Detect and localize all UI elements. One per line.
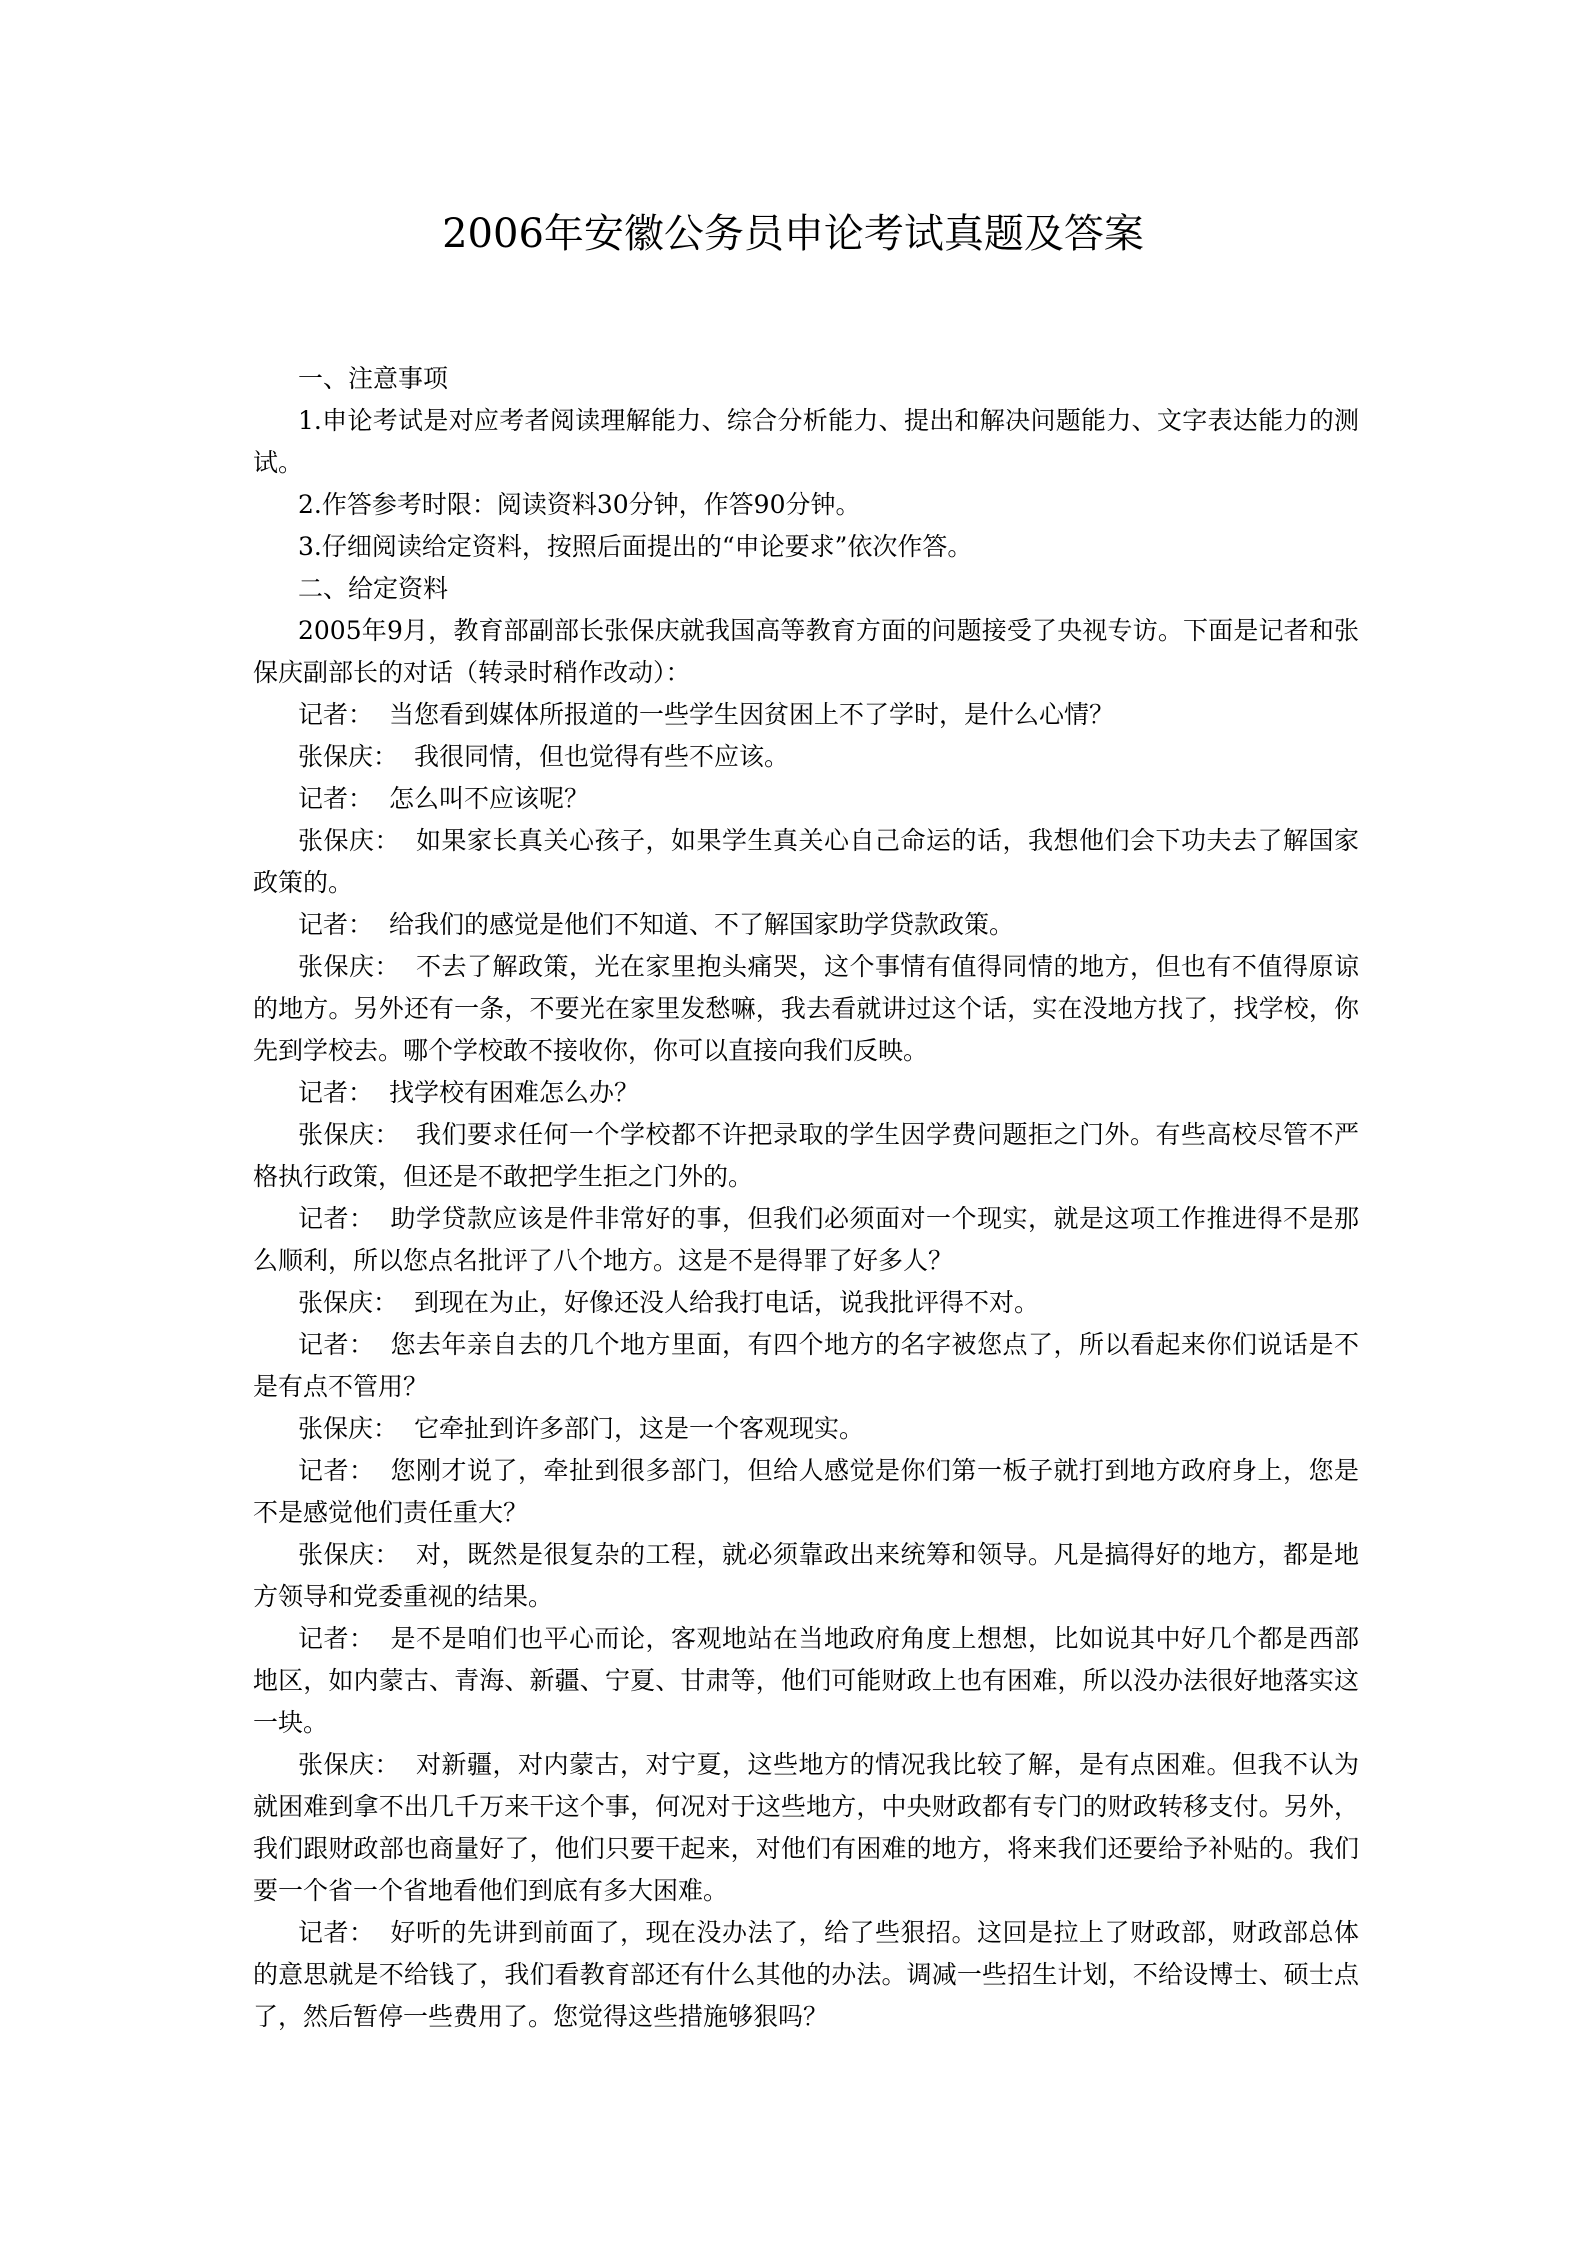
dialogue-paragraph [253, 1324, 1359, 1408]
paragraph-text: 如果家长真关心孩子，如果学生真关心自己命运的话，我想他们会下功夫去了解国家政策的。 [253, 826, 1359, 897]
dialogue-paragraph [253, 1072, 1359, 1114]
speaker-label: 记者： [298, 784, 374, 813]
body-paragraph [253, 610, 1359, 694]
speaker-label: 张保庆： [298, 1414, 399, 1443]
speaker-label: 记者： [298, 1078, 374, 1107]
speaker-label: 张保庆： [298, 1120, 400, 1149]
dialogue-paragraph [253, 904, 1359, 946]
body-paragraph [253, 358, 1359, 400]
dialogue-paragraph [253, 1114, 1359, 1198]
speaker-label: 张保庆： [298, 1750, 400, 1779]
dialogue-paragraph [253, 1282, 1359, 1324]
speaker-label: 张保庆： [298, 1288, 399, 1317]
paragraph-text: 它牵扯到许多部门，这是一个客观现实。 [414, 1414, 865, 1443]
paragraph-text: 好听的先讲到前面了，现在没办法了，给了些狠招。这回是拉上了财政部，财政部总体的意思就是不给钱了，我们看教育部还有什么其他的办法。调减一些招生计划，不给设博士、硕士点了，然后暂停一些费用了。您觉得这些措施够狠吗？ [253, 1918, 1359, 2031]
body-paragraph [253, 526, 1359, 568]
dialogue-paragraph [253, 820, 1359, 904]
paragraph-text: 不去了解政策，光在家里抱头痛哭，这个事情有值得同情的地方，但也有不值得原谅的地方。另外还有一条，不要光在家里发愁嘛，我去看就讲过这个话，实在没地方找了，找学校，你先到学校去。哪个学校敢不接收你，你可以直接向我们反映。 [253, 952, 1359, 1065]
dialogue-paragraph [253, 1618, 1359, 1744]
dialogue-paragraph [253, 946, 1359, 1072]
dialogue-paragraph [253, 1450, 1359, 1534]
paragraph-text: 1.申论考试是对应考者阅读理解能力、综合分析能力、提出和解决问题能力、文字表达能力的测试。 [253, 406, 1359, 477]
paragraph-text: 是不是咱们也平心而论，客观地站在当地政府角度上想想，比如说其中好几个都是西部地区，如内蒙古、青海、新疆、宁夏、甘肃等，他们可能财政上也有困难，所以没办法很好地落实这一块。 [253, 1624, 1359, 1737]
paragraph-text: 对，既然是很复杂的工程，就必须靠政出来统筹和领导。凡是搞得好的地方，都是地方领导和党委重视的结果。 [253, 1540, 1359, 1611]
paragraph-text: 2005年9月，教育部副部长张保庆就我国高等教育方面的问题接受了央视专访。下面是记者和张保庆副部长的对话（转录时稍作改动）： [253, 616, 1359, 687]
paragraph-text: 助学贷款应该是件非常好的事，但我们必须面对一个现实，就是这项工作推进得不是那么顺利，所以您点名批评了八个地方。这是不是得罪了好多人？ [253, 1204, 1359, 1275]
speaker-label: 记者： [298, 910, 374, 939]
paragraph-text: 对新疆，对内蒙古，对宁夏，这些地方的情况我比较了解，是有点困难。但我不认为就困难到拿不出几千万来干这个事，何况对于这些地方，中央财政都有专门的财政转移支付。另外，我们跟财政部也商量好了，他们只要干起来，对他们有困难的地方，将来我们还要给予补贴的。我们要一个省一个省地看他们到底有多大困难。 [253, 1750, 1359, 1905]
speaker-label: 张保庆： [298, 826, 400, 855]
dialogue-paragraph [253, 778, 1359, 820]
speaker-label: 记者： [298, 1918, 375, 1947]
paragraph-text: 找学校有困难怎么办？ [389, 1078, 640, 1107]
dialogue-paragraph [253, 736, 1359, 778]
paragraph-text: 当您看到媒体所报道的一些学生因贫困上不了学时，是什么心情？ [389, 700, 1115, 729]
speaker-label: 张保庆： [298, 952, 400, 981]
paragraph-text: 给我们的感觉是他们不知道、不了解国家助学贷款政策。 [389, 910, 1015, 939]
paragraph-text: 您刚才说了，牵扯到很多部门，但给人感觉是你们第一板子就打到地方政府身上，您是不是感觉他们责任重大？ [253, 1456, 1359, 1527]
document-title: 2006年安徽公务员申论考试真题及答案 [442, 211, 1144, 257]
speaker-label: 记者： [298, 700, 374, 729]
dialogue-paragraph [253, 694, 1359, 736]
paragraph-text: 您去年亲自去的几个地方里面，有四个地方的名字被您点了，所以看起来你们说话是不是有点不管用？ [253, 1330, 1359, 1401]
body-paragraph [253, 568, 1359, 610]
paragraph-text: 二、给定资料 [298, 574, 449, 603]
dialogue-paragraph [253, 1198, 1359, 1282]
speaker-label: 张保庆： [298, 1540, 400, 1569]
paragraph-text: 我很同情，但也觉得有些不应该。 [414, 742, 790, 771]
paragraph-text: 到现在为止，好像还没人给我打电话，说我批评得不对。 [414, 1288, 1040, 1317]
paragraph-text: 2.作答参考时限：阅读资料30分钟，作答90分钟。 [298, 490, 861, 519]
paragraph-text: 怎么叫不应该呢？ [389, 784, 590, 813]
paragraph-text: 一、注意事项 [298, 364, 449, 393]
paragraph-text: 我们要求任何一个学校都不许把录取的学生因学费问题拒之门外。有些高校尽管不严格执行政策，但还是不敢把学生拒之门外的。 [253, 1120, 1359, 1191]
document-body [253, 358, 1359, 2038]
speaker-label: 记者： [298, 1204, 375, 1233]
paragraph-text: 3.仔细阅读给定资料，按照后面提出的“申论要求”依次作答。 [298, 532, 973, 561]
body-paragraph [253, 400, 1359, 484]
dialogue-paragraph [253, 1744, 1359, 1912]
speaker-label: 记者： [298, 1330, 375, 1359]
speaker-label: 记者： [298, 1456, 375, 1485]
body-paragraph [253, 484, 1359, 526]
dialogue-paragraph [253, 1408, 1359, 1450]
speaker-label: 张保庆： [298, 742, 399, 771]
dialogue-paragraph [253, 1534, 1359, 1618]
speaker-label: 记者： [298, 1624, 375, 1653]
dialogue-paragraph [253, 1912, 1359, 2038]
